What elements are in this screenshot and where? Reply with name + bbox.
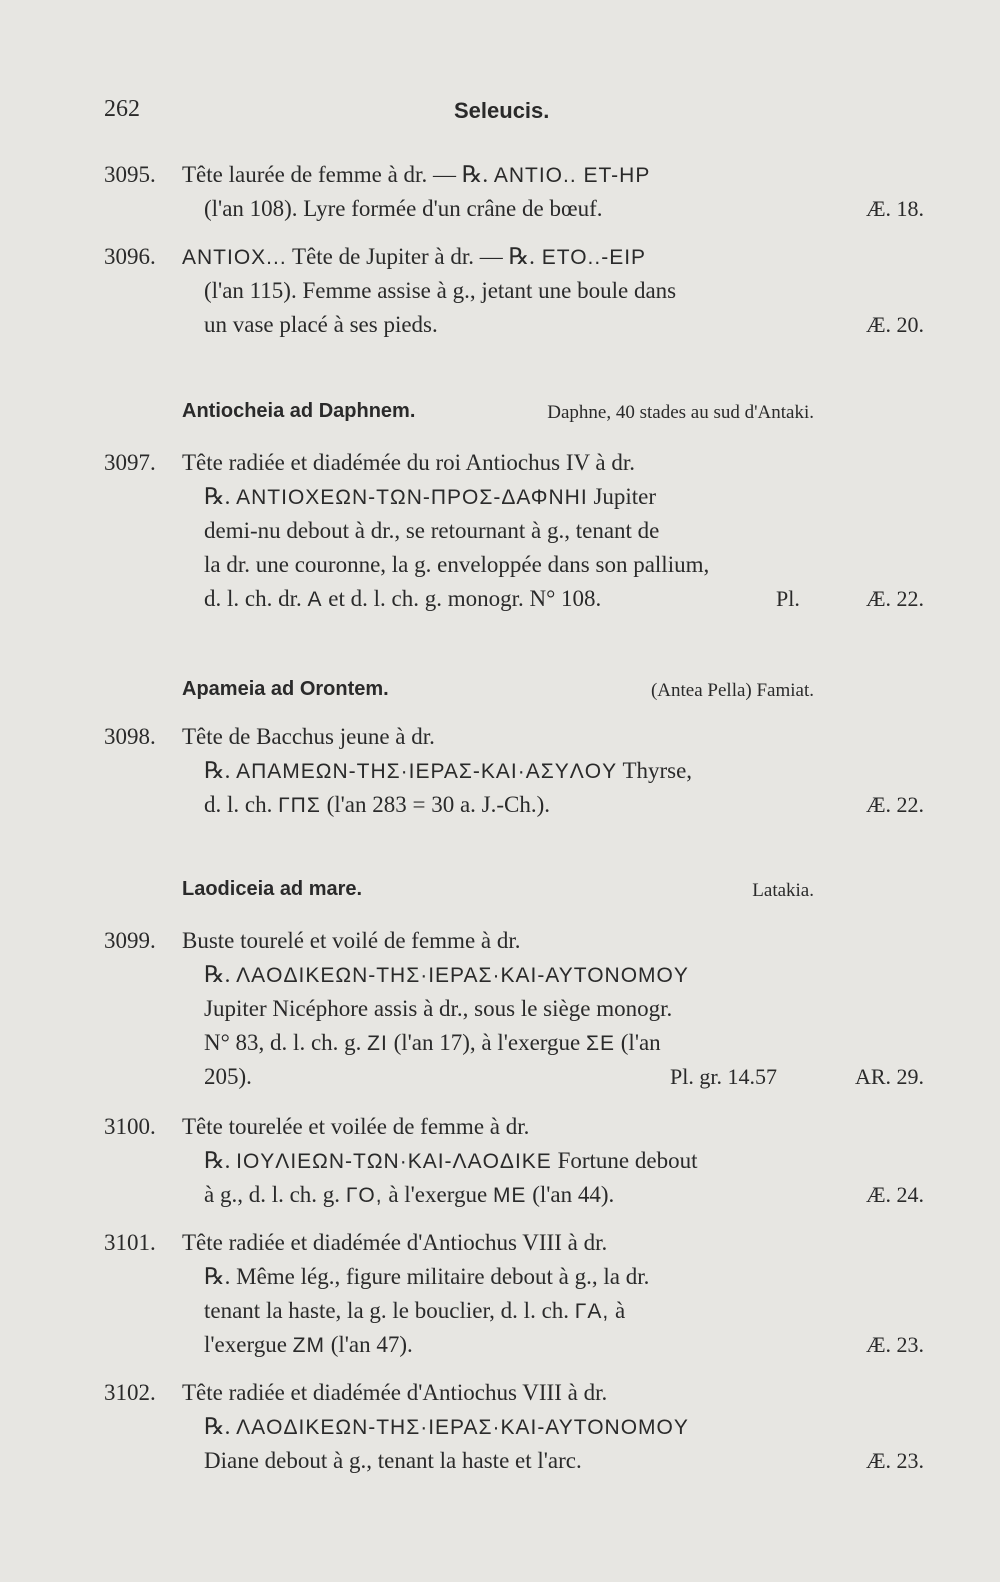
- greek-legend: ANTIOXEΩN-TΩN-ΠΡΟΣ-ΔΑΦΝΗΙ: [236, 486, 588, 509]
- section-title: Antiocheia ad Daphnem.: [182, 400, 416, 422]
- metal-size: Æ. 18.: [865, 196, 924, 221]
- greek-legend: ANTIO.. ET-HP: [493, 164, 651, 187]
- entry-number: 3101.: [104, 1230, 156, 1255]
- greek-legend: ΛAOΔIKEΩN-THΣ·IEPAΣ·KAI-AYTONOMOY: [236, 964, 689, 987]
- entry-line: 205).: [204, 1064, 252, 1089]
- entry-number: 3096.: [104, 244, 156, 269]
- entry-line: [204, 958, 689, 992]
- section-heading: [182, 678, 814, 708]
- metal-size: Æ. 23.: [865, 1448, 924, 1473]
- metal-size: Æ. 20.: [865, 312, 924, 337]
- greek-date: ZM: [292, 1334, 325, 1357]
- greek-legend: ETO..-EIP: [534, 246, 647, 269]
- metal-size: Æ. 24.: [865, 1182, 924, 1207]
- text: tenant la haste, la g. le bouclier, d. l. ch.: [204, 1298, 575, 1323]
- section-note: (Antea Pella) Famiat.: [650, 680, 814, 701]
- running-title: Seleucis.: [454, 98, 550, 123]
- entry-line: Tête tourelée et voilée de femme à dr.: [182, 1114, 530, 1139]
- text: Thyrse,: [617, 758, 693, 783]
- reverse-symbol: ℞.: [204, 1148, 231, 1173]
- greek-date: ZI: [367, 1032, 388, 1055]
- entry-line: [204, 1328, 413, 1362]
- entry-line: Tête radiée et diadémée d'Antiochus VIII à dr.: [182, 1230, 608, 1255]
- entry-line: Tête radiée et diadémée du roi Antiochus IV à dr.: [182, 450, 636, 475]
- entry-line: [204, 754, 692, 788]
- text: (l'an 44).: [526, 1182, 615, 1207]
- greek-legend: ΛAOΔIKEΩN-THΣ·IEPAΣ·KAI-AYTONOMOY: [236, 1416, 689, 1439]
- reverse-symbol: ℞.: [508, 244, 535, 269]
- entry-line: (l'an 115). Femme assise à g., jetant une boule dans: [204, 278, 677, 303]
- metal-size: AR. 29.: [854, 1064, 924, 1089]
- reverse-symbol: ℞.: [204, 962, 231, 987]
- entry-number: 3100.: [104, 1114, 156, 1139]
- entry-line: [204, 582, 601, 616]
- entry-line: [204, 788, 550, 822]
- greek-legend: IOYΛIEΩN-TΩN·KAI-ΛAOΔIKE: [236, 1150, 552, 1173]
- page-number: 262: [104, 96, 140, 122]
- entry-line: [204, 1410, 689, 1444]
- entry-line: un vase placé à ses pieds.: [204, 312, 438, 337]
- entry-number: 3095.: [104, 162, 156, 187]
- text: à g., d. l. ch. g.: [204, 1182, 346, 1207]
- text: à l'exergue: [382, 1182, 493, 1207]
- metal-size: Æ. 22.: [865, 586, 924, 611]
- text: (l'an 47).: [324, 1332, 413, 1357]
- plate-reference: Pl.: [776, 586, 800, 611]
- metal-size: Æ. 22.: [865, 792, 924, 817]
- entry-line: [204, 1178, 614, 1212]
- text: Tête de Jupiter à dr. —: [286, 244, 509, 269]
- greek-monogram: ΓO,: [345, 1184, 383, 1207]
- text: d. l. ch. dr.: [204, 586, 308, 611]
- greek-legend: ANTIOX...: [182, 246, 287, 269]
- greek-legend: AΠAMEΩN-THΣ·IEPAΣ-KAI·AΣYΛOY: [236, 760, 618, 783]
- text: (l'an: [615, 1030, 661, 1055]
- entry-line: [204, 1144, 697, 1178]
- entry-number: 3099.: [104, 928, 156, 953]
- entry-number: 3098.: [104, 724, 156, 749]
- section-title: Laodiceia ad mare.: [182, 878, 363, 900]
- section-title: Apameia ad Orontem.: [182, 678, 389, 700]
- text: l'exergue: [204, 1332, 293, 1357]
- section-heading: [182, 878, 814, 908]
- text: (l'an 283 = 30 a. J.-Ch.).: [320, 792, 551, 817]
- reverse-symbol: ℞.: [204, 484, 231, 509]
- entry-line: Jupiter Nicéphore assis à dr., sous le siège monogr.: [204, 996, 673, 1021]
- reverse-symbol: ℞.: [461, 162, 489, 187]
- entry-line: [204, 1294, 625, 1328]
- text: N° 83, d. l. ch. g.: [204, 1030, 368, 1055]
- text: Même lég., figure militaire debout à g., la dr.: [230, 1264, 650, 1289]
- section-note: Latakia.: [752, 880, 814, 901]
- entry-line: la dr. une couronne, la g. enveloppée dans son pallium,: [204, 552, 710, 577]
- text: (l'an 17), à l'exergue: [387, 1030, 587, 1055]
- greek-letter: A: [307, 588, 323, 611]
- text: Fortune debout: [551, 1148, 698, 1173]
- entry-line: [182, 240, 646, 274]
- reverse-symbol: ℞.: [204, 1414, 231, 1439]
- entry-line: Tête radiée et diadémée d'Antiochus VIII à dr.: [182, 1380, 608, 1405]
- greek-date: ΓΠΣ: [278, 794, 321, 817]
- entry-line: Tête de Bacchus jeune à dr.: [182, 724, 435, 749]
- text: à: [609, 1298, 626, 1323]
- greek-date: ME: [492, 1184, 527, 1207]
- plate-weight: Pl. gr. 14.57: [670, 1064, 777, 1089]
- section-note: Daphne, 40 stades au sud d'Antaki.: [547, 402, 814, 423]
- text: Jupiter: [587, 484, 657, 509]
- entry-number: 3097.: [104, 450, 156, 475]
- greek-monogram: ΓA,: [574, 1300, 610, 1323]
- greek-date: ΣE: [586, 1032, 616, 1055]
- entry-line: [204, 480, 656, 514]
- entry-line: Buste tourelé et voilé de femme à dr.: [182, 928, 521, 953]
- entry-line: [204, 1260, 649, 1294]
- entry-line: (l'an 108). Lyre formée d'un crâne de bœuf.: [204, 196, 603, 221]
- running-head: [104, 96, 824, 128]
- text: d. l. ch.: [204, 792, 279, 817]
- text: et d. l. ch. g. monogr. N° 108.: [322, 586, 602, 611]
- metal-size: Æ. 23.: [865, 1332, 924, 1357]
- reverse-symbol: ℞.: [204, 758, 231, 783]
- entry-number: 3102.: [104, 1380, 156, 1405]
- text: Tête laurée de femme à dr. —: [182, 162, 462, 187]
- entry-line: Diane debout à g., tenant la haste et l'arc.: [204, 1448, 582, 1473]
- reverse-symbol: ℞.: [204, 1264, 231, 1289]
- section-heading: [182, 400, 814, 430]
- entry-line: demi-nu debout à dr., se retournant à g., tenant de: [204, 518, 660, 543]
- entry-line: [182, 158, 650, 192]
- entry-line: [204, 1026, 661, 1060]
